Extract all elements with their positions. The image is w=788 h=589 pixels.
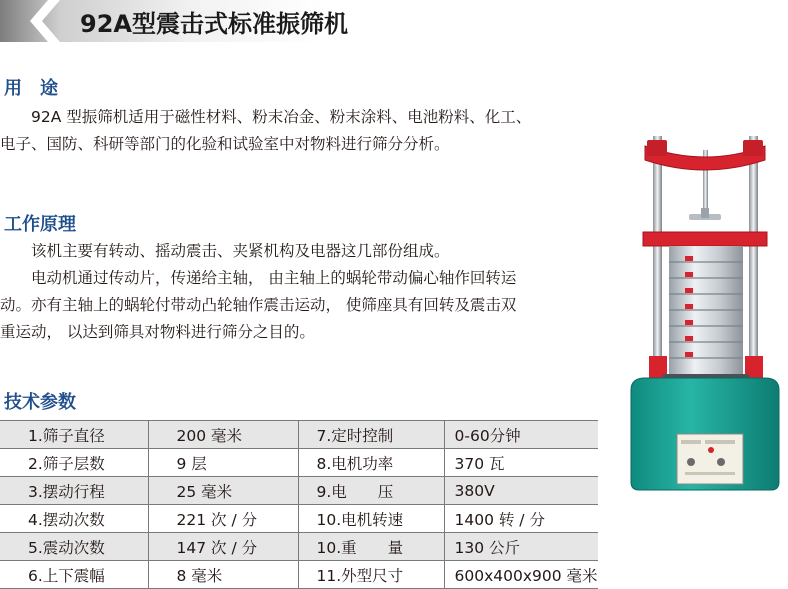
table-row	[0, 421, 598, 449]
spec-value: 600x400x900 毫米	[444, 561, 598, 589]
spec-value: 25 毫米	[148, 477, 298, 505]
spec-value: 380V	[444, 477, 598, 505]
spec-value: 1400 转 / 分	[444, 505, 598, 533]
spec-label: 1.筛子直径	[0, 421, 148, 449]
table-row	[0, 533, 598, 561]
spec-table	[0, 420, 598, 589]
spec-label: 4.摆动次数	[0, 505, 148, 533]
spec-label: 6.上下震幅	[0, 561, 148, 589]
usage-line-1: 92A 型振筛机适用于磁性材料、粉末冶金、粉末涂料、电池粉料、化工、	[0, 108, 532, 126]
page-title: 92A型震击式标准振筛机	[80, 10, 348, 38]
spec-value: 130 公斤	[444, 533, 598, 561]
spec-label: 10.电机转速	[298, 505, 444, 533]
table-row	[0, 505, 598, 533]
section-heading-usage: 用 途	[4, 78, 58, 99]
table-row	[0, 477, 598, 505]
spec-value: 9 层	[148, 449, 298, 477]
section-heading-specs: 技术参数	[4, 392, 76, 413]
principle-line-2: 电动机通过传动片，传递给主轴， 由主轴上的蜗轮带动偏心轴作回转运	[0, 269, 517, 287]
spec-label: 7.定时控制	[298, 421, 444, 449]
spec-value: 221 次 / 分	[148, 505, 298, 533]
spec-label: 10.重 量	[298, 533, 444, 561]
spec-label: 5.震动次数	[0, 533, 148, 561]
usage-line-2: 电子、国防、科研等部门的化验和试验室中对物料进行筛分分析。	[0, 135, 450, 153]
spec-value: 370 瓦	[444, 449, 598, 477]
spec-label: 9.电 压	[298, 477, 444, 505]
spec-value: 8 毫米	[148, 561, 298, 589]
principle-line-1: 该机主要有转动、摇动震击、夹紧机构及电器这几部份组成。	[0, 242, 450, 260]
spec-label: 2.筛子层数	[0, 449, 148, 477]
sieve-shaker-image	[625, 128, 785, 498]
table-row	[0, 561, 598, 589]
spec-label: 8.电机功率	[298, 449, 444, 477]
banner-end-shape	[398, 0, 438, 42]
spec-value: 200 毫米	[148, 421, 298, 449]
spec-value: 147 次 / 分	[148, 533, 298, 561]
spec-label: 3.摆动行程	[0, 477, 148, 505]
chevron-left-icon	[22, 0, 62, 42]
spec-value: 0-60分钟	[444, 421, 598, 449]
principle-line-3: 动。亦有主轴上的蜗轮付带动凸轮轴作震击运动， 使筛座具有回转及震击双	[0, 296, 517, 314]
section-heading-principle: 工作原理	[4, 214, 76, 235]
spec-label: 11.外型尺寸	[298, 561, 444, 589]
table-row	[0, 449, 598, 477]
principle-line-4: 重运动， 以达到筛具对物料进行筛分之目的。	[0, 323, 315, 341]
